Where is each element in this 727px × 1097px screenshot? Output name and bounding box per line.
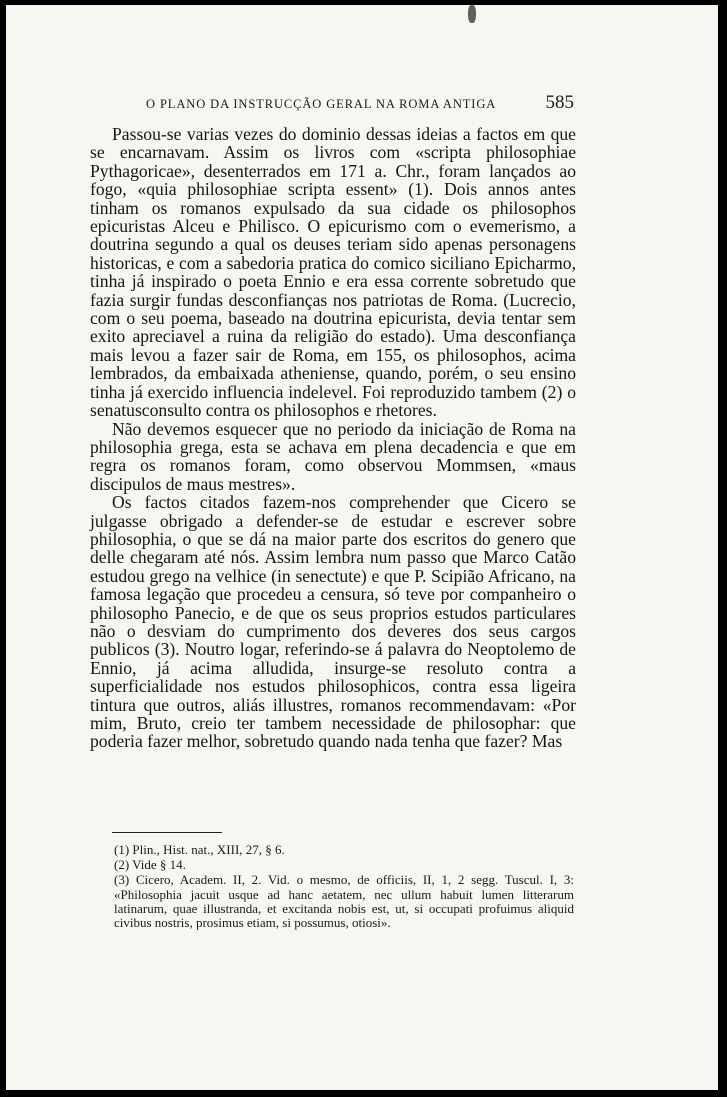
paragraph: Passou-se varias vezes do dominio dessas ideias a factos em que se encarnavam. Assim os livros com «scripta philosophiae Pythagoricae», desenterrados em 171 a. Chr., foram lançados ao fogo, «quia philosophiae scripta essent» (1). Dois annos antes tinham os romanos expulsado da sua cidade os philosophos epicuristas Alceu e Philisco. O epicurismo com o evemerismo, a doutrina segundo a qual os deuses teriam sido apenas personagens historicas, e com a sabedoria pratica do comico siciliano Epicharmo, tinha já inspirado o poeta Ennio e era essa corrente sobretudo que fazia surgir fundas desconfianças nos patriotas de Roma. (Lucrecio, com o seu poema, baseado na doutrina epicurista, devia tentar sem exito apreciavel a ruina da religião do estado). Uma desconfiança mais levou a fazer sair de Roma, em 155, os philosophos, acima lembrados, da embaixada atheniense, quando, porém, o seu ensino tinha já exercido influencia indelevel. Foi reproduzido tambem (2) o senatusconsulto contra os philosophos e rhetores. [90, 124, 576, 421]
paragraph: Não devemos esquecer que no periodo da iniciação de Roma na philosophia grega, esta se achava em plena decadencia e que em regra os romanos foram, como observou Mommsen, «maus discipulos de maus mestres». [90, 418, 576, 494]
footnote-divider [112, 832, 222, 833]
book-page [6, 5, 718, 1090]
paragraph: Os factos citados fazem-nos comprehender que Cicero se julgasse obrigado a defender-se de estudar e escrever sobre philosophia, o que se dá na maior parte dos escritos do genero que delle chegaram até nós. Assim lembra num passo que Marco Catão estudou grego na velhice (in senectute) e que P. Scipião Africano, na famosa legação que procedeu a censura, só teve por companheiro o philosopho Panecio, e de que os seus proprios estudos particulares não o desviam do cumprimento dos deveres dos seus cargos publicos (3). Noutro logar, referindo-se á palavra do Neoptolemo de Ennio, já acima alludida, insurge-se resoluto contra a superficialidade nos estudos philosophicos, contra essa ligeira tintura que outros, aliás illustres, romanos recommendavam: «Por mim, Bruto, creio ter tambem necessidade de philosophar: que poderia fazer melhor, sobretudo quando nada tenha que fazer? Mas [90, 492, 576, 752]
footnote: (2) Vide § 14. [114, 857, 186, 873]
page-number: 585 [545, 92, 574, 113]
footnote: (1) Plin., Hist. nat., XIII, 27, § 6. [114, 842, 285, 857]
scan-smudge [468, 5, 476, 23]
footnotes [112, 843, 574, 931]
body-text [90, 125, 576, 751]
footnote: (3) Cicero, Academ. II, 2. Vid. o mesmo, de officiis, II, 1, 2 segg. Tuscul. I, 3: «Philosophia jacuit usque ad hanc aetatem, nec ullum habuit lumen litterarum latinarum, quae illustranda, et excitanda nobis est, ut, si occupati profuimus aliquid civibus nostris, prosimus etiam, si possumus, otiosi». [114, 872, 574, 931]
running-title: O PLANO DA INSTRUCÇÃO GERAL NA ROMA ANTIGA [146, 97, 497, 111]
page-header [146, 92, 574, 118]
